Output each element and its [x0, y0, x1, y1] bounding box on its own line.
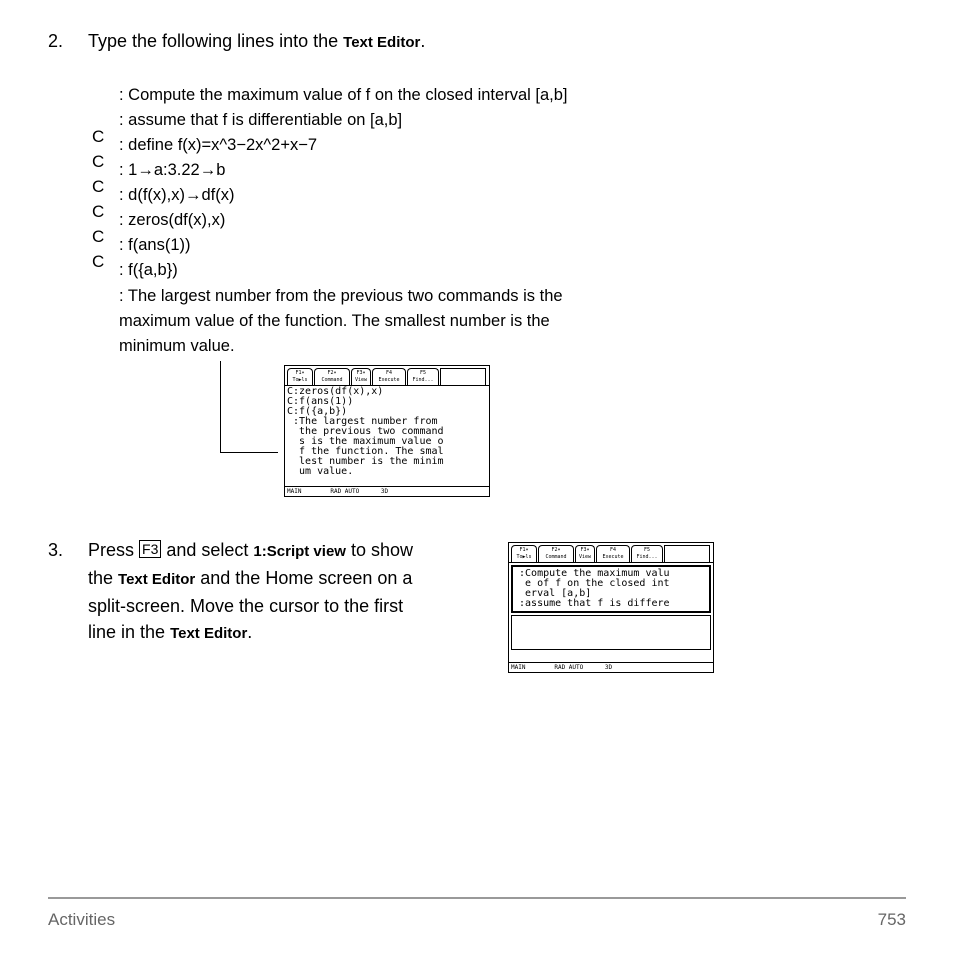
the-text: the	[88, 568, 119, 588]
text-editor-pane	[511, 565, 711, 613]
tab-label: To▶ls	[516, 554, 532, 560]
script-note	[119, 284, 563, 359]
footer-section: Activities	[48, 910, 116, 929]
script-line-text: : assume that f is differentiable on [a,b]	[119, 111, 403, 129]
tab-key: F1▾	[295, 370, 305, 376]
script-line-text: : f(ans(1))	[119, 236, 191, 254]
toolbar-empty-slot	[664, 545, 710, 562]
status-divider	[285, 486, 489, 487]
lcd-line: C:f(ans(1))	[287, 396, 354, 407]
toolbar	[509, 543, 713, 562]
lcd-line: :Compute the maximum valu	[513, 568, 670, 579]
note-line: : The largest number from the previous two commands is the	[119, 287, 563, 305]
calculator-screen-split	[508, 542, 714, 673]
tab-key: F5	[419, 370, 427, 376]
tab-label: Execute	[378, 377, 400, 383]
toolbar-tab-f4[interactable]	[372, 368, 406, 385]
lcd-line: C:f({a,b})	[287, 406, 348, 417]
c-mark: C	[92, 127, 105, 146]
lcd-line: e of f on the closed int	[513, 578, 670, 589]
toolbar-divider	[509, 562, 713, 563]
f3-key-icon: F3	[139, 540, 161, 558]
toolbar-tab-f1[interactable]	[287, 368, 313, 385]
step-3-number: 3.	[48, 540, 64, 560]
step-2-period: .	[420, 31, 426, 51]
lcd-line: um value.	[287, 466, 354, 477]
script-line-text: : 1→a:3.22→b	[119, 161, 226, 179]
home-screen-text: and the Home screen on a	[195, 568, 413, 588]
tab-label: To▶ls	[292, 377, 308, 383]
tab-label: View	[578, 554, 592, 560]
step-2-number: 2.	[48, 31, 64, 51]
script-line-text: : zeros(df(x),x)	[119, 211, 226, 229]
c-mark: C	[92, 252, 105, 271]
toolbar-tab-f4[interactable]	[596, 545, 630, 562]
tab-key: F1▾	[519, 547, 529, 553]
tab-key: F3▾	[356, 370, 366, 376]
text-editor-term: Text Editor	[343, 34, 421, 51]
and-select-text: and select	[161, 540, 254, 560]
status-divider	[509, 662, 713, 663]
tab-key: F4	[609, 547, 617, 553]
lcd-line: erval [a,b]	[513, 588, 592, 599]
step-3-line-1	[88, 537, 413, 565]
lcd-line: f the function. The smal	[287, 446, 444, 457]
calculator-screen-home	[284, 365, 490, 497]
c-mark: C	[92, 202, 105, 221]
page-number: 753	[877, 910, 906, 929]
toolbar-tab-f3[interactable]	[351, 368, 371, 385]
c-mark: C	[92, 177, 105, 196]
script-view-menu-term: 1:Script view	[253, 543, 346, 560]
toolbar-tab-f5[interactable]	[407, 368, 439, 385]
lcd-line: s is the maximum value o	[287, 436, 444, 447]
text-editor-term: Text Editor	[118, 571, 196, 588]
lcd-line: the previous two command	[287, 426, 444, 437]
lcd-line: lest number is the minim	[287, 456, 444, 467]
script-line-text: : define f(x)=x^3−2x^2+x−7	[119, 136, 318, 154]
lcd-line: :assume that f is differe	[513, 598, 670, 609]
script-line-text: : f({a,b})	[119, 261, 178, 279]
tab-label: Execute	[602, 554, 624, 560]
line-in-text: line in the	[88, 622, 171, 642]
toolbar-tab-f1[interactable]	[511, 545, 537, 562]
tab-key: F3▾	[580, 547, 590, 553]
status-bar: MAIN RAD AUTO 3D	[511, 664, 613, 671]
text-editor-lines	[513, 569, 670, 609]
lcd-line: C:zeros(df(x),x)	[287, 386, 384, 397]
status-bar: MAIN RAD AUTO 3D	[287, 488, 389, 495]
toolbar-tab-f3[interactable]	[575, 545, 595, 562]
step-2-instruction	[88, 28, 425, 56]
toolbar-tab-f5[interactable]	[631, 545, 663, 562]
tab-label: Find...	[412, 377, 434, 383]
note-line: minimum value.	[119, 337, 235, 355]
toolbar	[285, 366, 489, 385]
toolbar-tab-f2[interactable]	[538, 545, 574, 562]
script-line-text: : d(f(x),x)→df(x)	[119, 186, 235, 204]
c-mark: C	[92, 227, 105, 246]
callout-line-horizontal	[220, 452, 278, 453]
step-3-line-2	[88, 565, 413, 593]
callout-line-vertical	[220, 361, 221, 453]
c-mark: C	[92, 152, 105, 171]
tab-key: F5	[643, 547, 651, 553]
step-3-line-3: split-screen. Move the cursor to the first	[88, 596, 404, 616]
step-2-text: Type the following lines into the	[88, 31, 344, 51]
press-text: Press	[88, 540, 140, 560]
script-line-text: : Compute the maximum value of f on the closed interval [a,b]	[119, 86, 568, 104]
step-3-line-4	[88, 619, 413, 647]
tab-key: F2▾	[551, 547, 561, 553]
tab-label: Command	[321, 377, 343, 383]
step-3-period: .	[247, 622, 253, 642]
calculator-history	[287, 387, 444, 477]
text-editor-term: Text Editor	[170, 625, 248, 642]
toolbar-tab-f2[interactable]	[314, 368, 350, 385]
tab-label: Find...	[636, 554, 658, 560]
tab-label: View	[354, 377, 368, 383]
tab-label: Command	[545, 554, 567, 560]
to-show-text: to show	[345, 540, 414, 560]
lcd-line: :The largest number from	[287, 416, 438, 427]
tab-key: F2▾	[327, 370, 337, 376]
footer-rule	[48, 897, 906, 899]
note-line: maximum value of the function. The smallest number is the	[119, 312, 550, 330]
step-3-instruction	[88, 537, 413, 647]
tab-key: F4	[385, 370, 393, 376]
home-screen-pane	[511, 615, 711, 650]
toolbar-empty-slot	[440, 368, 486, 385]
